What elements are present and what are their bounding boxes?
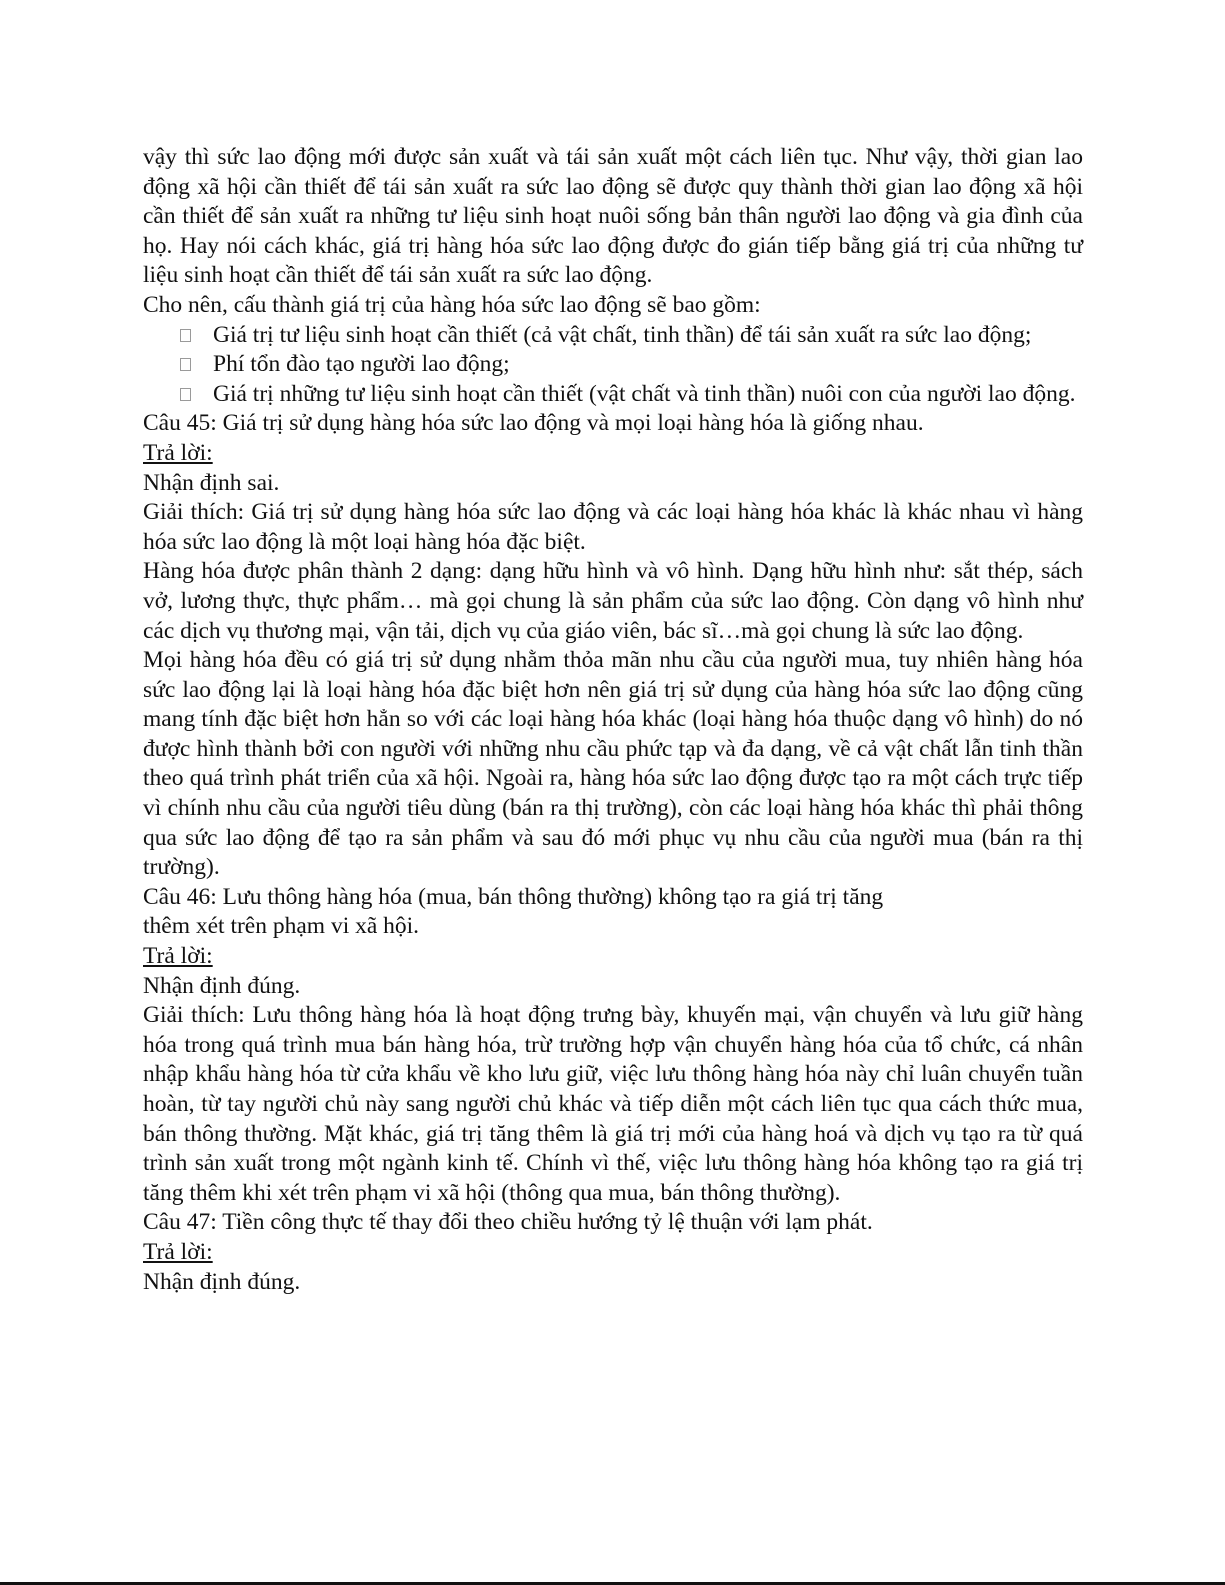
- verdict-46: Nhận định đúng.: [143, 972, 301, 999]
- bullet-text: Giá trị những tư liệu sinh hoạt cần thiết (vật chất và tinh thần) nuôi con của người lao động.: [213, 380, 1076, 407]
- verdict-47: Nhận định đúng.: [143, 1268, 301, 1295]
- bullet-text: Giá trị tư liệu sinh hoạt cần thiết (cả vật chất, tinh thần) để tái sản xuất ra sức lao động;: [213, 321, 1032, 348]
- bullet-item: [143, 350, 1083, 380]
- verdict-45: Nhận định sai.: [143, 469, 280, 496]
- paragraph-intro: vậy thì sức lao động mới được sản xuất và tái sản xuất một cách liên tục. Như vậy, thời gian lao động xã hội cần thiết để tái sản xuất ra sức lao động sẽ được quy thành thời gian lao động xã hội cần thiết để sản xuất ra những tư liệu sinh hoạt nuôi sống bản thân người lao động và gia đình của họ. Hay nói cách khác, giá trị hàng hóa sức lao động được đo gián tiếp bằng giá trị của những tư liệu sinh hoạt cần thiết để tái sản xuất ra sức lao động.: [143, 144, 1083, 289]
- explanation-46: Giải thích: Lưu thông hàng hóa là hoạt động trưng bày, khuyến mại, vận chuyển và lưu giữ hàng hóa trong quá trình mua bán hàng hóa, trừ trường hợp vận chuyển hàng hóa của tổ chức, cá nhân nhập khẩu hàng hóa từ cửa khẩu về kho lưu giữ, việc lưu thông hàng hóa này chỉ luân chuyển tuần hoàn, từ tay người chủ này sang người chủ khác và tiếp diễn một cách liên tục qua cách thức mua, bán thông thường. Mặt khác, giá trị tăng thêm là giá trị mới của hàng hoá và dịch vụ tạo ra từ quá trình sản xuất trong một ngành kinh tế. Chính vì thế, việc lưu thông hàng hóa không tạo ra giá trị tăng thêm khi xét trên phạm vi xã hội (thông qua mua, bán thông thường).: [143, 1002, 1083, 1206]
- question-47: Câu 47: Tiền công thực tế thay đổi theo chiều hướng tỷ lệ thuận với lạm phát.: [143, 1209, 873, 1236]
- answer-label-47: Trả lời:: [143, 1238, 213, 1265]
- bullet-text: Phí tổn đào tạo người lao động;: [213, 351, 510, 378]
- bullet-item: [143, 321, 1083, 351]
- document-page: [143, 143, 1083, 1297]
- bullet-item: [143, 380, 1083, 410]
- paragraph-composition: Cho nên, cấu thành giá trị của hàng hóa sức lao động sẽ bao gồm:: [143, 291, 761, 318]
- bullet-square-icon: [180, 329, 191, 342]
- question-46-line1: Câu 46: Lưu thông hàng hóa (mua, bán thông thường) không tạo ra giá trị tăng: [143, 883, 884, 910]
- explanation-45-1: Giải thích: Giá trị sử dụng hàng hóa sức lao động và các loại hàng hóa khác là khác nhau vì hàng hóa sức lao động là một loại hàng hóa đặc biệt.: [143, 499, 1083, 555]
- explanation-45-3: Mọi hàng hóa đều có giá trị sử dụng nhằm thỏa mãn nhu cầu của người mua, tuy nhiên hàng hóa sức lao động lại là loại hàng hóa đặc biệt hơn nên giá trị sử dụng của hàng hóa sức lao động cũng mang tính đặc biệt hơn hẳn so với các loại hàng hóa khác (loại hàng hóa thuộc dạng vô hình) do nó được hình thành bởi con người với những nhu cầu phức tạp và đa dạng, về cả vật chất lẫn tinh thần theo quá trình phát triển của xã hội. Ngoài ra, hàng hóa sức lao động được tạo ra một cách trực tiếp vì chính nhu cầu của người tiêu dùng (bán ra thị trường), còn các loại hàng hóa khác thì phải thông qua sức lao động để tạo ra sản phẩm và sau đó mới phục vụ nhu cầu của người mua (bán ra thị trường).: [143, 647, 1083, 881]
- answer-label-45: Trả lời:: [143, 439, 213, 466]
- question-46-line2: thêm xét trên phạm vi xã hội.: [143, 913, 420, 940]
- answer-label-46: Trả lời:: [143, 943, 213, 970]
- explanation-45-2: Hàng hóa được phân thành 2 dạng: dạng hữu hình và vô hình. Dạng hữu hình như: sắt thép, sách vở, lương thực, thực phẩm… mà gọi chung là sản phẩm của sức lao động. Còn dạng vô hình như các dịch vụ thương mại, vận tải, dịch vụ của giáo viên, bác sĩ…mà gọi chung là sức lao động.: [143, 558, 1083, 644]
- bullet-square-icon: [180, 388, 191, 401]
- bullet-square-icon: [180, 358, 191, 371]
- question-45: Câu 45: Giá trị sử dụng hàng hóa sức lao động và mọi loại hàng hóa là giống nhau.: [143, 410, 924, 437]
